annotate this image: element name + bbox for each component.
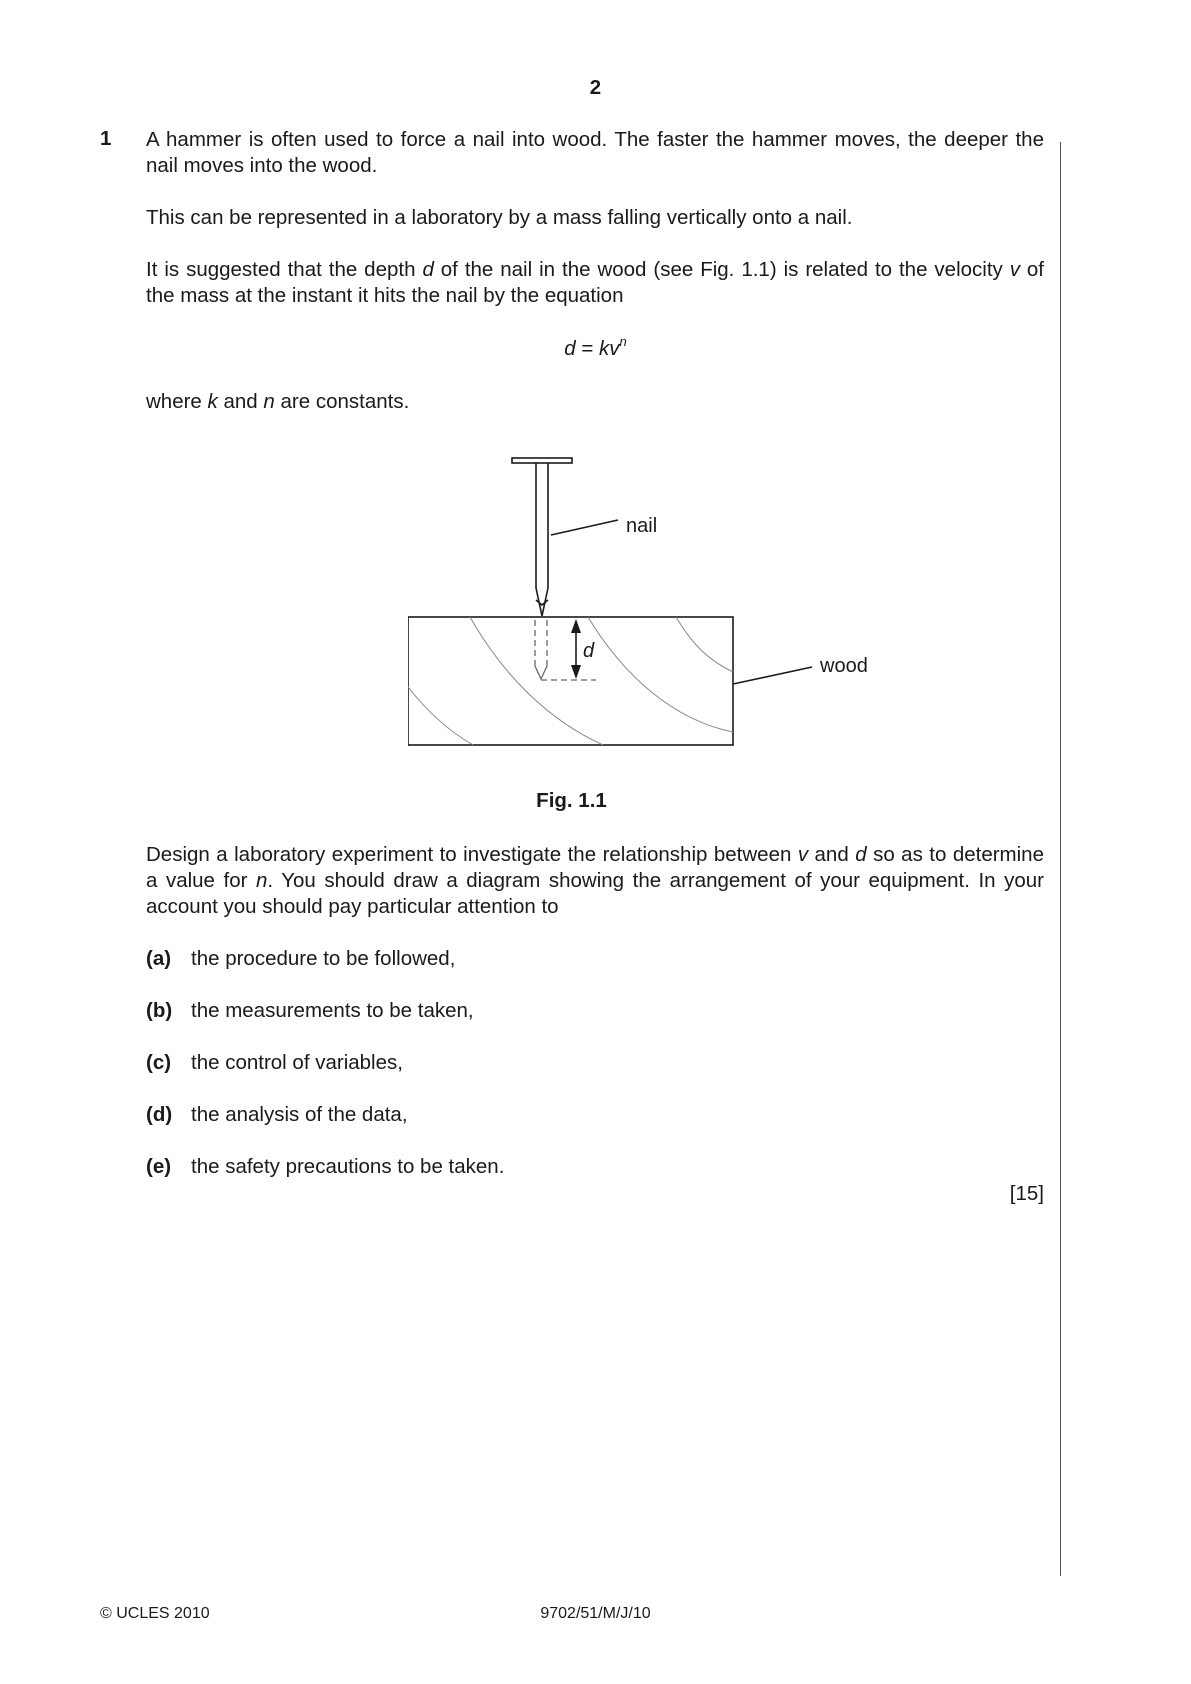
grain-4 bbox=[676, 617, 733, 672]
wood-label: wood bbox=[820, 655, 868, 677]
constants-line: where k and n are constants. bbox=[146, 390, 410, 413]
grain-3 bbox=[588, 617, 733, 732]
intro-paragraph-2: This can be represented in a laboratory by a mass falling vertically onto a nail. bbox=[146, 206, 853, 229]
footer-copyright: © UCLES 2010 bbox=[100, 1605, 210, 1622]
intro-paragraph-3: It is suggested that the depth d of the nail in the wood (see Fig. 1.1) is related to the velocity v of the mass at the instant it hits the nail by the equation bbox=[146, 258, 1045, 307]
grain-2 bbox=[470, 617, 603, 745]
nail-label: nail bbox=[626, 515, 658, 537]
nail-leader bbox=[551, 520, 618, 535]
equation: $d = kv^n$ bbox=[564, 334, 627, 360]
list-item: (a) the procedure to be followed, bbox=[146, 947, 456, 970]
nail-point-mark bbox=[536, 600, 548, 605]
figure-caption: Fig. 1.1 bbox=[536, 789, 607, 812]
question-number: 1 bbox=[100, 127, 112, 150]
marks-total: [15] bbox=[1009, 1182, 1044, 1205]
footer-paper-code: 9702/51/M/J/10 bbox=[540, 1605, 651, 1622]
task-paragraph: Design a laboratory experiment to investigate the relationship between v and d so as to determine a value for n. You should draw a diagram showing the arrangement of your equipment. In your account you should pay particular attention to bbox=[146, 843, 1044, 918]
grain-1 bbox=[408, 687, 473, 745]
depth-arrow-bottom bbox=[571, 665, 581, 679]
figure-nail-wood bbox=[408, 450, 888, 760]
wood-block bbox=[408, 617, 733, 745]
list-item: (e) the safety precautions to be taken. bbox=[146, 1155, 505, 1178]
depth-label: d bbox=[583, 640, 595, 662]
list-item: (c) the control of variables, bbox=[146, 1051, 403, 1074]
wood-leader bbox=[733, 667, 812, 684]
depth-arrow-top bbox=[571, 619, 581, 633]
list-item: (d) the analysis of the data, bbox=[146, 1103, 408, 1126]
hidden-point bbox=[535, 666, 547, 679]
intro-paragraph-1: A hammer is often used to force a nail into wood. The faster the hammer moves, the deeper the nail moves into the wood. bbox=[146, 128, 1044, 177]
nail-head bbox=[512, 458, 572, 463]
page-number: 2 bbox=[589, 76, 602, 99]
list-item: (b) the measurements to be taken, bbox=[146, 999, 474, 1022]
